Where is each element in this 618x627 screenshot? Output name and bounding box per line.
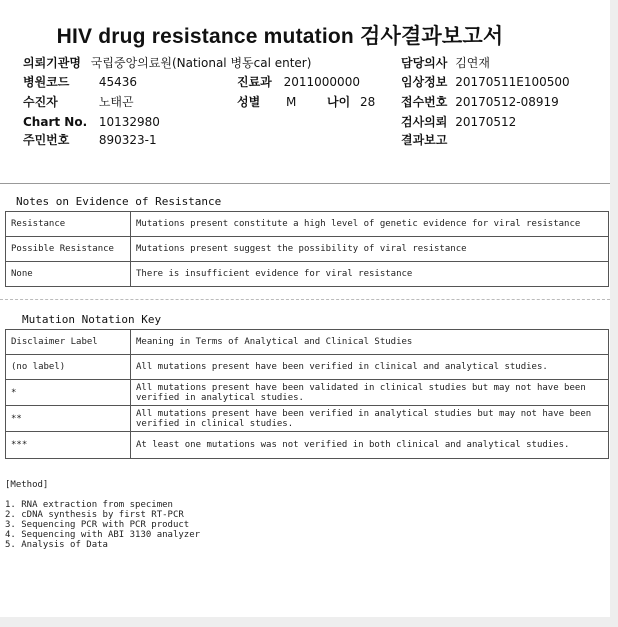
- clinical-info-field: [401, 75, 570, 89]
- method-heading: [Method]: [5, 480, 49, 490]
- table-cell-desc: There is insufficient evidence for viral resistance: [131, 262, 609, 287]
- header-divider: [0, 183, 610, 184]
- table-header-label: Disclaimer Label: [6, 330, 131, 355]
- doctor-field: [401, 56, 490, 70]
- department-field: [237, 75, 360, 89]
- method-list: [5, 500, 200, 550]
- request-date-label: 검사의뢰: [401, 115, 448, 129]
- notes-title: Notes on Evidence of Resistance: [16, 195, 222, 208]
- table-row: [6, 237, 609, 262]
- request-date-field: [401, 115, 516, 129]
- resident-id-field: [23, 133, 157, 147]
- receipt-value: 20170512-08919: [455, 95, 559, 109]
- chart-no-field: [23, 115, 160, 129]
- method-step: 4. Sequencing with ABI 3130 analyzer: [5, 530, 201, 540]
- clinical-info-value: 20170511E100500: [455, 75, 570, 89]
- chart-no-value: 10132980: [98, 115, 160, 129]
- doctor-label: 담당의사: [401, 56, 448, 70]
- section-divider: [0, 299, 610, 300]
- age-value: 28: [360, 95, 376, 109]
- table-cell-desc: At least one mutations was not verified in both clinical and analytical studies.: [131, 432, 609, 459]
- table-cell-desc: All mutations present have been verified in analytical studies but may not have been verified in clinical studies.: [131, 406, 609, 432]
- patient-field: [23, 95, 134, 109]
- table-header-desc: Meaning in Terms of Analytical and Clinical Studies: [131, 330, 609, 355]
- age-field: [327, 95, 375, 109]
- institution-label: 의뢰기관명: [23, 56, 81, 70]
- sex-label: 성별: [237, 95, 261, 109]
- resident-id-label: 주민번호: [23, 133, 70, 147]
- sex-field: [237, 95, 296, 109]
- doctor-value: 김연재: [455, 56, 490, 70]
- table-cell-label: *: [6, 380, 131, 406]
- report-date-field: [401, 133, 455, 147]
- institution-field: [23, 56, 311, 70]
- table-cell-label: Possible Resistance: [6, 237, 131, 262]
- page-bottom-edge: [0, 617, 618, 627]
- table-cell-desc: Mutations present constitute a high level of genetic evidence for viral resistance: [131, 212, 609, 237]
- patient-value: 노태곤: [98, 95, 134, 109]
- table-cell-desc: All mutations present have been verified in clinical and analytical studies.: [131, 355, 609, 380]
- department-label: 진료과: [237, 75, 272, 89]
- hospital-code-label: 병원코드: [23, 75, 70, 89]
- table-row: [6, 262, 609, 287]
- table-row: [6, 380, 609, 406]
- method-step: 5. Analysis of Data: [5, 540, 108, 550]
- notation-title: Mutation Notation Key: [22, 313, 162, 326]
- request-date-value: 20170512: [455, 115, 517, 129]
- table-cell-label: None: [6, 262, 131, 287]
- table-cell-label: **: [6, 406, 131, 432]
- notation-table: [5, 329, 609, 459]
- age-label: 나이: [327, 95, 351, 109]
- evidence-table: [5, 211, 609, 287]
- table-row: [6, 432, 609, 459]
- sex-value: M: [286, 95, 297, 109]
- method-step: 3. Sequencing PCR with PCR product: [5, 520, 190, 530]
- table-row: [6, 406, 609, 432]
- patient-label: 수진자: [23, 95, 58, 109]
- table-cell-desc: All mutations present have been validated in clinical studies but may not have been verified in analytical studies.: [131, 380, 609, 406]
- table-cell-desc: Mutations present suggest the possibility of viral resistance: [131, 237, 609, 262]
- resident-id-value: 890323-1: [98, 133, 157, 147]
- table-header-row: [6, 330, 609, 355]
- department-value: 2011000000: [283, 75, 360, 89]
- table-cell-label: (no label): [6, 355, 131, 380]
- hospital-code-field: [23, 75, 137, 89]
- clinical-info-label: 임상정보: [401, 75, 448, 89]
- page-scroll-edge: [610, 0, 618, 627]
- table-row: [6, 212, 609, 237]
- method-step: 1. RNA extraction from specimen: [5, 500, 173, 510]
- report-title: HIV drug resistance mutation 검사결과보고서: [56, 25, 504, 48]
- table-cell-label: ***: [6, 432, 131, 459]
- hospital-code-value: 45436: [98, 75, 138, 89]
- table-row: [6, 355, 609, 380]
- institution-value: 국립중앙의료원(National 병동cal enter): [90, 56, 312, 70]
- report-date-label: 결과보고: [401, 133, 448, 147]
- table-cell-label: Resistance: [6, 212, 131, 237]
- receipt-label: 접수번호: [401, 95, 448, 109]
- receipt-field: [401, 95, 559, 109]
- method-step: 2. cDNA synthesis by first RT-PCR: [5, 510, 184, 520]
- chart-no-label: Chart No.: [23, 115, 88, 129]
